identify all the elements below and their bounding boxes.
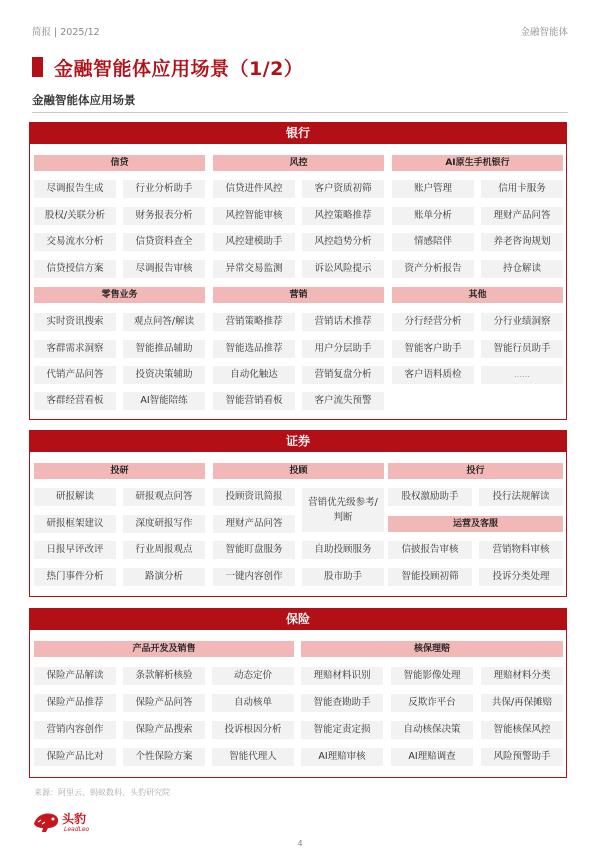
logo-cn-text: 头豹 bbox=[62, 812, 87, 826]
securities-header: 证券 bbox=[30, 431, 566, 452]
logo-en-text: LeadLeo bbox=[64, 826, 90, 833]
scenario-item: 保险产品问答 bbox=[123, 694, 205, 712]
scenario-item: 风险预警助手 bbox=[481, 748, 563, 766]
securities-section bbox=[29, 430, 567, 597]
scenario-item: 智能盯盘服务 bbox=[213, 541, 295, 559]
scenario-item: 动态定价 bbox=[212, 667, 294, 685]
scenario-item: 观点问答/解读 bbox=[123, 313, 205, 331]
scenario-item: 自动化触达 bbox=[213, 366, 295, 384]
bank-header: 银行 bbox=[30, 123, 566, 144]
scenario-item: 用户分层助手 bbox=[302, 340, 384, 358]
report-topic-label: 金融智能体 bbox=[520, 27, 568, 38]
page-title bbox=[32, 56, 303, 78]
scenario-item: 异常交易监测 bbox=[213, 260, 295, 278]
scenario-item: 信贷授信方案 bbox=[34, 260, 116, 278]
scenario-item: 智能营销看板 bbox=[213, 392, 295, 410]
scenario-item: 交易流水分析 bbox=[34, 233, 116, 251]
scenario-item: 个性保险方案 bbox=[123, 748, 205, 766]
scenario-item: 账单分析 bbox=[392, 207, 474, 225]
scenario-item: 风控建模助手 bbox=[213, 233, 295, 251]
scenario-item: 自助投顾服务 bbox=[302, 541, 384, 559]
scenario-item: 智能影像处理 bbox=[391, 667, 473, 685]
scenario-item: 信用卡服务 bbox=[481, 180, 563, 198]
scenario-item: 理赔材料识别 bbox=[301, 667, 383, 685]
scenario-item: 研报解读 bbox=[34, 488, 116, 506]
scenario-item-ellipsis: …… bbox=[481, 366, 563, 384]
category-credit: 信贷 bbox=[34, 155, 205, 171]
scenario-item: 客群经营看板 bbox=[34, 392, 116, 410]
scenario-item: 客户流失预警 bbox=[302, 392, 384, 410]
scenario-item: 行业周报观点 bbox=[123, 541, 205, 559]
scenario-item: 养老咨询规划 bbox=[481, 233, 563, 251]
scenario-item: 保险产品解读 bbox=[34, 667, 116, 685]
category-investment-banking: 投行 bbox=[388, 463, 563, 479]
category-product-sales: 产品开发及销售 bbox=[34, 641, 294, 657]
scenario-item: 智能客户助手 bbox=[392, 340, 474, 358]
insurance-header: 保险 bbox=[30, 609, 566, 630]
scenario-item: 风控策略推荐 bbox=[302, 207, 384, 225]
scenario-item: 投诉根因分析 bbox=[212, 721, 294, 739]
report-date-label: 简报 | 2025/12 bbox=[32, 27, 100, 38]
scenario-item: 情感陪伴 bbox=[392, 233, 474, 251]
scenario-item: 投顾资讯简报 bbox=[213, 488, 295, 506]
scenario-item: 营销物料审核 bbox=[479, 541, 563, 559]
scenario-item: 热门事件分析 bbox=[34, 568, 116, 586]
scenario-item: AI理赔调查 bbox=[391, 748, 473, 766]
scenario-item: 分行经营分析 bbox=[392, 313, 474, 331]
insurance-section bbox=[29, 608, 567, 778]
scenario-item: 营销内容创作 bbox=[34, 721, 116, 739]
scenario-item: 智能推品辅助 bbox=[123, 340, 205, 358]
scenario-item: 共保/再保摊赔 bbox=[481, 694, 563, 712]
scenario-item: 理财产品问答 bbox=[213, 515, 295, 533]
scenario-item: 智能查勘助手 bbox=[301, 694, 383, 712]
scenario-item: 风控趋势分析 bbox=[302, 233, 384, 251]
scenario-item: 诉讼风险提示 bbox=[302, 260, 384, 278]
source-note: 来源：阿里云、蚂蚁数科、头豹研究院 bbox=[34, 788, 170, 797]
scenario-item: 尽调报告审核 bbox=[123, 260, 205, 278]
scenario-item: 营销策略推荐 bbox=[213, 313, 295, 331]
category-advisory: 投顾 bbox=[213, 463, 384, 479]
scenario-item: 路演分析 bbox=[123, 568, 205, 586]
scenario-item: 反欺诈平台 bbox=[391, 694, 473, 712]
scenario-item: 保险产品搜索 bbox=[123, 721, 205, 739]
scenario-item: 深度研报写作 bbox=[123, 515, 205, 533]
page-number: 4 bbox=[297, 839, 303, 848]
scenario-item: 自动核单 bbox=[212, 694, 294, 712]
category-research: 投研 bbox=[34, 463, 205, 479]
scenario-item: 信贷进件风控 bbox=[213, 180, 295, 198]
category-operations: 运营及客服 bbox=[388, 516, 563, 532]
category-ai-mobile-bank: AI原生手机银行 bbox=[392, 155, 563, 171]
scenario-item: 分行业绩洞察 bbox=[481, 313, 563, 331]
scenario-item: 股权激励助手 bbox=[388, 488, 472, 506]
scenario-item: 投行法规解读 bbox=[479, 488, 563, 506]
scenario-item: 营销复盘分析 bbox=[302, 366, 384, 384]
scenario-item: 代销产品问答 bbox=[34, 366, 116, 384]
top-bar bbox=[32, 24, 568, 38]
scenario-item: 研报观点问答 bbox=[123, 488, 205, 506]
scenario-item: AI智能陪练 bbox=[123, 392, 205, 410]
category-underwriting-claims: 核保理赔 bbox=[301, 641, 563, 657]
scenario-item: 营销优先级参考/判断 bbox=[302, 488, 384, 532]
company-logo bbox=[32, 808, 102, 836]
scenario-item: 股市助手 bbox=[302, 568, 384, 586]
title-accent-bar bbox=[32, 57, 43, 77]
scenario-item: 自动核保决策 bbox=[391, 721, 473, 739]
scenario-item: 智能核保风控 bbox=[481, 721, 563, 739]
page-title-text: 金融智能体应用场景（1/2） bbox=[54, 57, 304, 80]
scenario-item: 智能代理人 bbox=[212, 748, 294, 766]
bank-section bbox=[29, 122, 567, 420]
scenario-item: 投资决策辅助 bbox=[123, 366, 205, 384]
scenario-item: 客户资质初筛 bbox=[302, 180, 384, 198]
scenario-item: 尽调报告生成 bbox=[34, 180, 116, 198]
scenario-item: 投诉分类处理 bbox=[479, 568, 563, 586]
scenario-item: 行业分析助手 bbox=[123, 180, 205, 198]
scenario-item: 智能投顾初筛 bbox=[388, 568, 472, 586]
scenario-item: 研报框架建议 bbox=[34, 515, 116, 533]
scenario-item: 持仓解读 bbox=[481, 260, 563, 278]
scenario-item: 财务报表分析 bbox=[123, 207, 205, 225]
section-subtitle: 金融智能体应用场景 bbox=[32, 92, 568, 113]
category-risk: 风控 bbox=[213, 155, 384, 171]
category-marketing: 营销 bbox=[213, 287, 384, 303]
scenario-item: 信披报告审核 bbox=[388, 541, 472, 559]
scenario-item: 一键内容创作 bbox=[213, 568, 295, 586]
scenario-item: 股权/关联分析 bbox=[34, 207, 116, 225]
scenario-item: 营销话术推荐 bbox=[302, 313, 384, 331]
scenario-item: 资产分析报告 bbox=[392, 260, 474, 278]
category-retail: 零售业务 bbox=[34, 287, 205, 303]
scenario-item: 理财产品问答 bbox=[481, 207, 563, 225]
scenario-item: 保险产品推荐 bbox=[34, 694, 116, 712]
scenario-item: 条款解析核验 bbox=[123, 667, 205, 685]
scenario-item: 客群需求洞察 bbox=[34, 340, 116, 358]
scenario-item: 风控智能审核 bbox=[213, 207, 295, 225]
leopard-logo-icon bbox=[32, 808, 60, 834]
scenario-item: 信贷资料查全 bbox=[123, 233, 205, 251]
scenario-item: 智能定责定损 bbox=[301, 721, 383, 739]
scenario-item: 智能选品推荐 bbox=[213, 340, 295, 358]
scenario-item: 日报早评改评 bbox=[34, 541, 116, 559]
scenario-item: 理赔材料分类 bbox=[481, 667, 563, 685]
scenario-item: 保险产品比对 bbox=[34, 748, 116, 766]
scenario-item: 实时资讯搜索 bbox=[34, 313, 116, 331]
scenario-item: 账户管理 bbox=[392, 180, 474, 198]
scenario-item: 客户语料质检 bbox=[392, 366, 474, 384]
category-other: 其他 bbox=[392, 287, 563, 303]
scenario-item: AI理赔审核 bbox=[301, 748, 383, 766]
scenario-item: 智能行员助手 bbox=[481, 340, 563, 358]
